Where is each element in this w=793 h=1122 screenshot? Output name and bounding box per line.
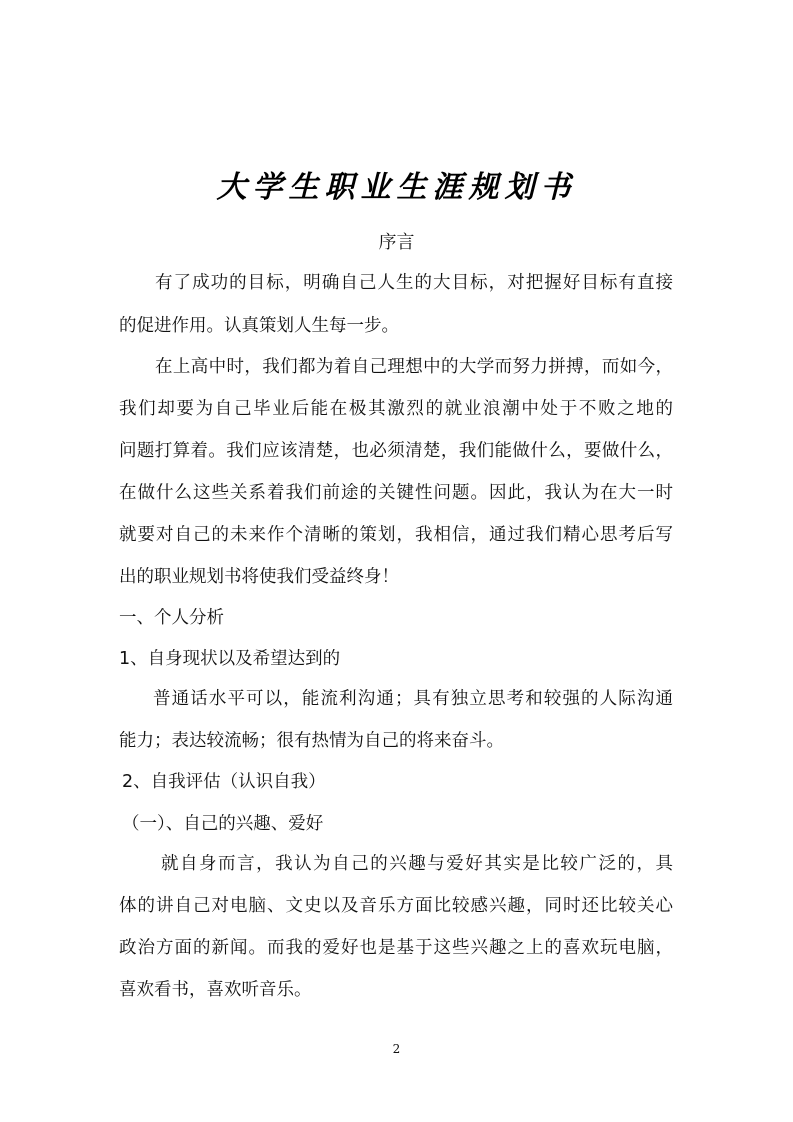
paragraph-line: 体的讲自己对电脑、文史以及音乐方面比较感兴趣，同时还比较关心 (119, 896, 673, 916)
paragraph-line: 我们却要为自己毕业后能在极其激烈的就业浪潮中处于不败之地的 (119, 399, 673, 419)
section-heading: 一、个人分析 (119, 608, 224, 628)
subsection-heading: 2、自我评估（认识自我） (122, 772, 326, 792)
subsection-heading: 1、自身现状以及希望达到的 (119, 649, 341, 669)
paragraph-line: 问题打算着。我们应该清楚，也必须清楚，我们能做什么，要做什么， (119, 441, 673, 461)
paragraph-line: 就要对自己的未来作个清晰的策划，我相信，通过我们精心思考后写 (119, 525, 673, 545)
preface-heading: 序言 (378, 232, 415, 253)
subsection-heading: （一）、自己的兴趣、爱好 (122, 814, 324, 834)
paragraph-line: 在上高中时，我们都为着自己理想中的大学而努力拼搏，而如今， (155, 357, 673, 377)
page-number: 2 (392, 1042, 401, 1056)
paragraph-line: 的促进作用。认真策划人生每一步。 (119, 316, 399, 336)
paragraph-line: 能力；表达较流畅；很有热情为自己的将来奋斗。 (119, 731, 504, 751)
paragraph-line: 有了成功的目标，明确自己人生的大目标，对把握好目标有直接 (155, 273, 673, 293)
paragraph-line: 在做什么这些关系着我们前途的关键性问题。因此，我认为在大一时 (119, 483, 673, 503)
paragraph-line: 政治方面的新闻。而我的爱好也是基于这些兴趣之上的喜欢玩电脑， (119, 938, 673, 958)
paragraph-line: 就自身而言，我认为自己的兴趣与爱好其实是比较广泛的，具 (161, 854, 673, 874)
paragraph-line: 喜欢看书，喜欢听音乐。 (119, 980, 312, 1000)
document-title: 大学生职业生涯规划书 (216, 170, 577, 205)
paragraph-line: 普通话水平可以，能流利沟通；具有独立思考和较强的人际沟通 (153, 689, 673, 709)
paragraph-line: 出的职业规划书将使我们受益终身！ (119, 567, 399, 587)
